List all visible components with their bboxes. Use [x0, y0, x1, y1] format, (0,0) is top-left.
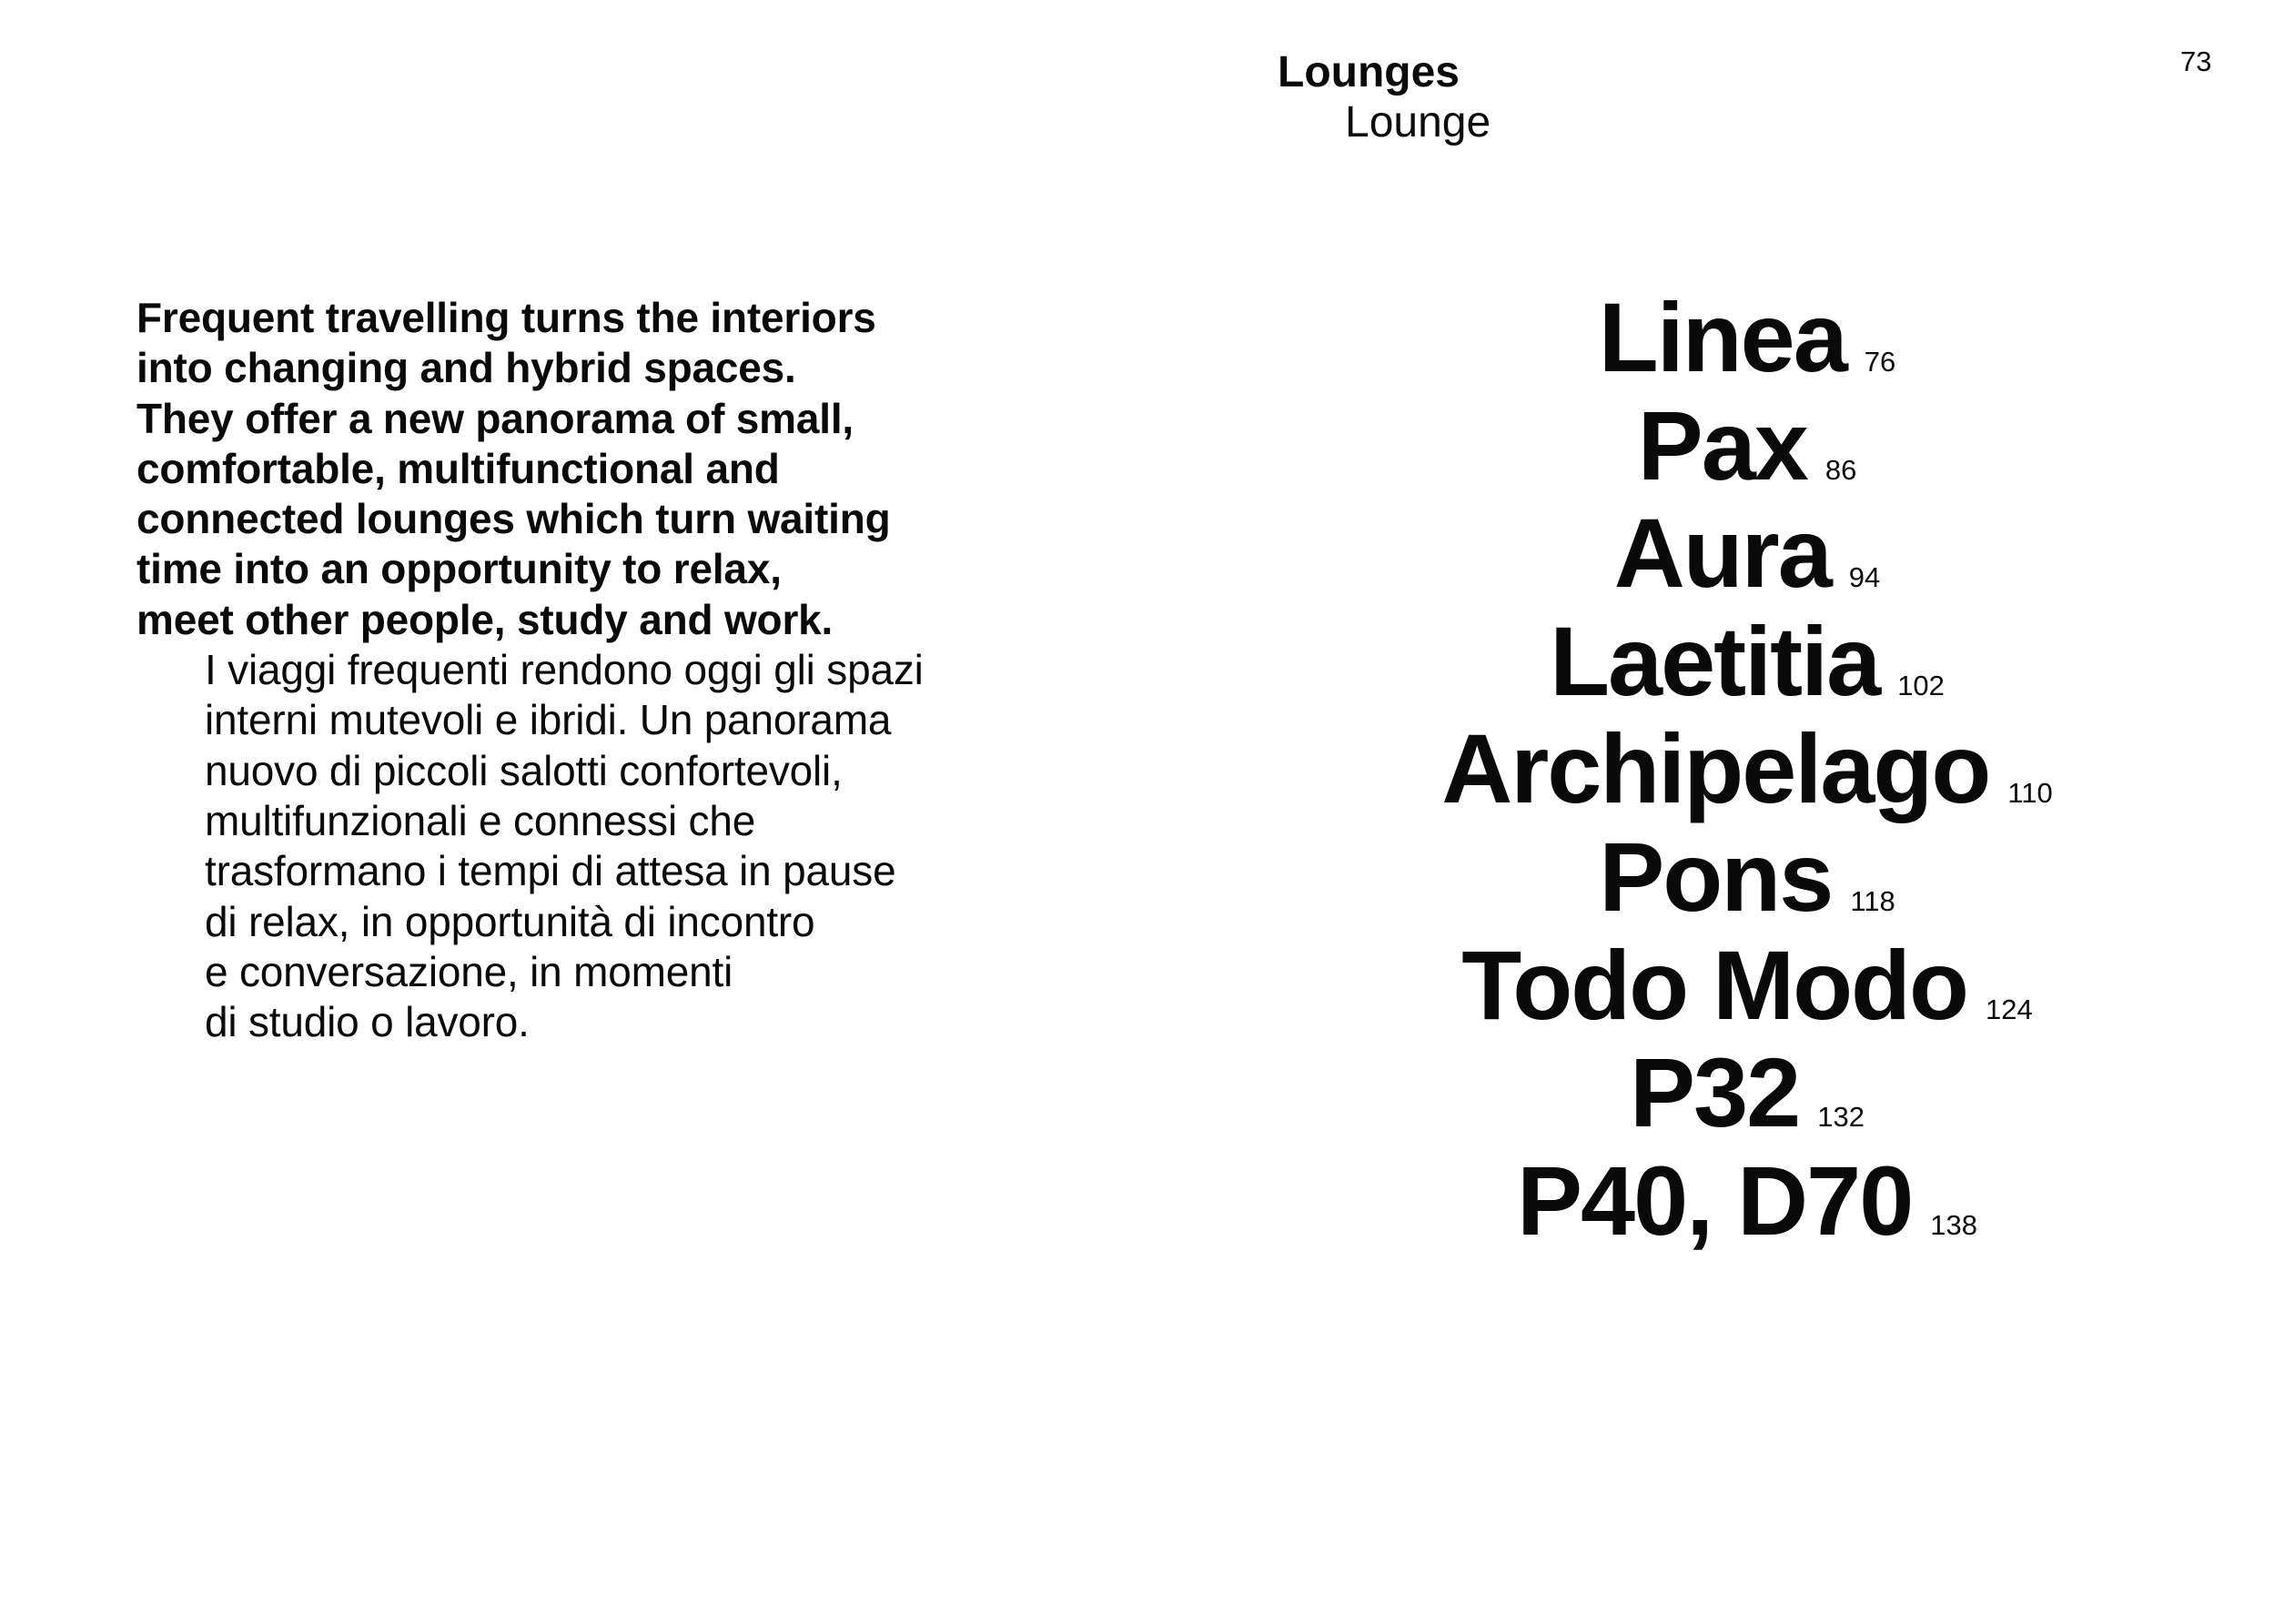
page-number: 73: [2180, 45, 2212, 77]
section-title: Lounges: [1278, 48, 1460, 96]
collection-item-p40-d70[interactable]: [1338, 1147, 2157, 1256]
collection-page-number: 124: [1986, 993, 2033, 1025]
intro-english: Frequent travelling turns the interiors into changing and hybrid spaces. They offer a new panorama of small, comfortable, multifunctional and connected lounges which turn waiting time into an opportunity to relax, meet other people, study and work.: [136, 294, 891, 643]
collection-name: Pax: [1637, 389, 1807, 500]
collection-item-pax[interactable]: [1338, 389, 2157, 500]
collection-item-archipelago[interactable]: [1338, 715, 2157, 823]
collection-name: Aura: [1613, 498, 1831, 609]
collection-page-number: 94: [1848, 561, 1881, 594]
collection-page-number: 102: [1897, 669, 1945, 701]
collection-page-number: 138: [1930, 1208, 1978, 1241]
collection-item-linea[interactable]: [1338, 284, 2157, 392]
collection-item-aura[interactable]: [1338, 499, 2157, 608]
collection-page-number: 132: [1817, 1101, 1865, 1134]
collection-item-pons[interactable]: [1338, 823, 2157, 932]
collection-index: [1338, 284, 2157, 1255]
section-subtitle: Lounge: [1345, 98, 1491, 146]
collection-item-laetitia[interactable]: [1338, 605, 2157, 716]
collection-item-p32[interactable]: [1338, 1039, 2157, 1147]
section-header: [1278, 47, 1491, 147]
collection-page-number: 118: [1850, 884, 1895, 917]
collection-page-number: 110: [2007, 777, 2053, 810]
collection-name: Linea: [1598, 282, 1846, 392]
collection-page-number: 76: [1864, 346, 1896, 378]
collection-name: P32: [1630, 1037, 1800, 1148]
collection-name: Todo Modo: [1461, 929, 1967, 1040]
intro-text-block: [136, 293, 1092, 1047]
collection-page-number: 86: [1824, 453, 1857, 486]
collection-name: Archipelago: [1441, 713, 1990, 824]
collection-name: P40, D70: [1516, 1145, 1913, 1256]
collection-name: Laetitia: [1550, 605, 1880, 716]
intro-italian: I viaggi frequenti rendono oggi gli spazi interni mutevoli e ibridi. Un panorama nuovo di piccoli salotti confortevoli, multifunzionali e connessi che trasformano i tempi di attesa in pause di relax, in opportunità di incontro e conversazione, in momenti di studio o lavoro.: [205, 646, 924, 1046]
collection-name: Pons: [1599, 821, 1833, 932]
collection-item-todo-modo[interactable]: [1338, 929, 2157, 1040]
